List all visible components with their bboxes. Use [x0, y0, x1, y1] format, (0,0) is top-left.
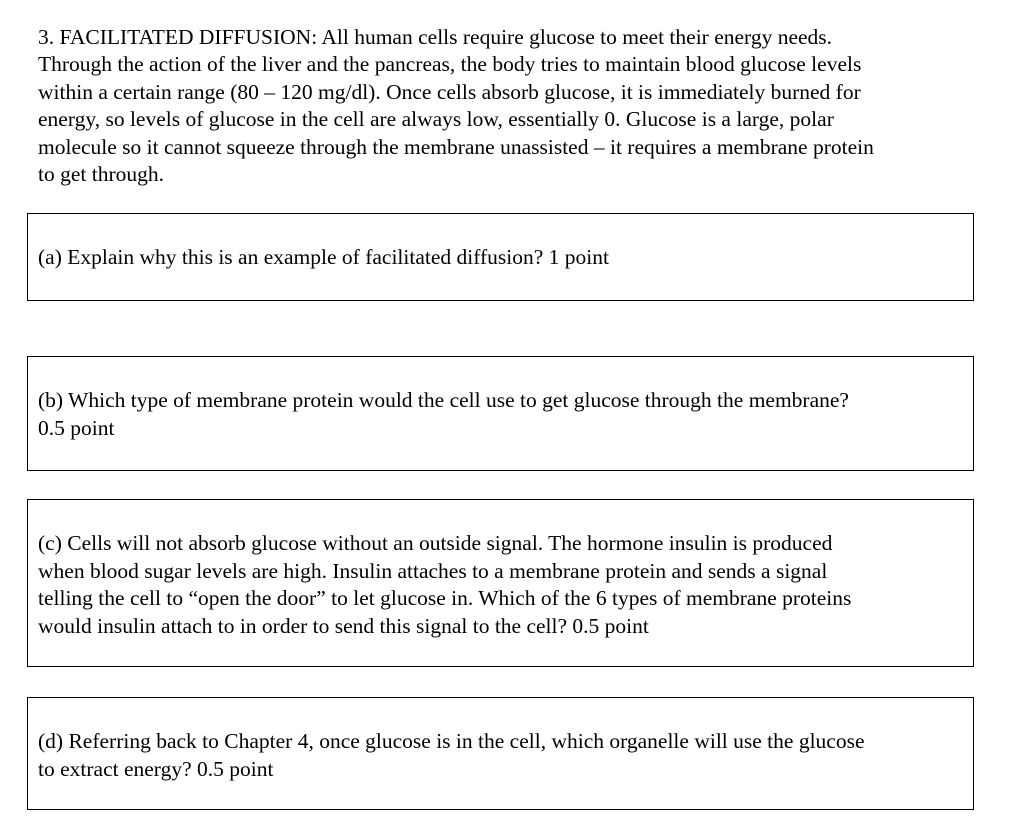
question-a-text: (a) Explain why this is an example of facilitated diffusion? 1 point	[38, 245, 609, 270]
question-d-text: (d) Referring back to Chapter 4, once glucose is in the cell, which organelle will use the glucose to extract energy? 0.5 point	[38, 729, 865, 781]
question-b-text: (b) Which type of membrane protein would the cell use to get glucose through the membrane? 0.5 point	[38, 388, 849, 440]
problem-intro: 3. FACILITATED DIFFUSION: All human cells require glucose to meet their energy needs. Through the action of the liver and the pancreas, the body tries to maintain blood glucose levels within a certain range (80 – 120 mg/dl). Once cells absorb glucose, it is immediately burned for energy, so levels of glucose in the cell are always low, essentially 0. Glucose is a large, polar molecule so it cannot squeeze through the membrane unassisted – it requires a membrane protein to get through.	[38, 25, 874, 187]
question-c-text: (c) Cells will not absorb glucose without an outside signal. The hormone insulin is produced when blood sugar levels are high. Insulin attaches to a membrane protein and sends a signal telling the cell to “open the door” to let glucose in. Which of the 6 types of membrane proteins would insulin attach to in order to send this signal to the cell? 0.5 point	[38, 531, 852, 638]
question-c-answer-box[interactable]	[27, 499, 974, 667]
question-b-answer-box[interactable]	[27, 356, 974, 471]
question-d-answer-box[interactable]	[27, 697, 974, 810]
question-a-answer-box[interactable]	[27, 213, 974, 301]
